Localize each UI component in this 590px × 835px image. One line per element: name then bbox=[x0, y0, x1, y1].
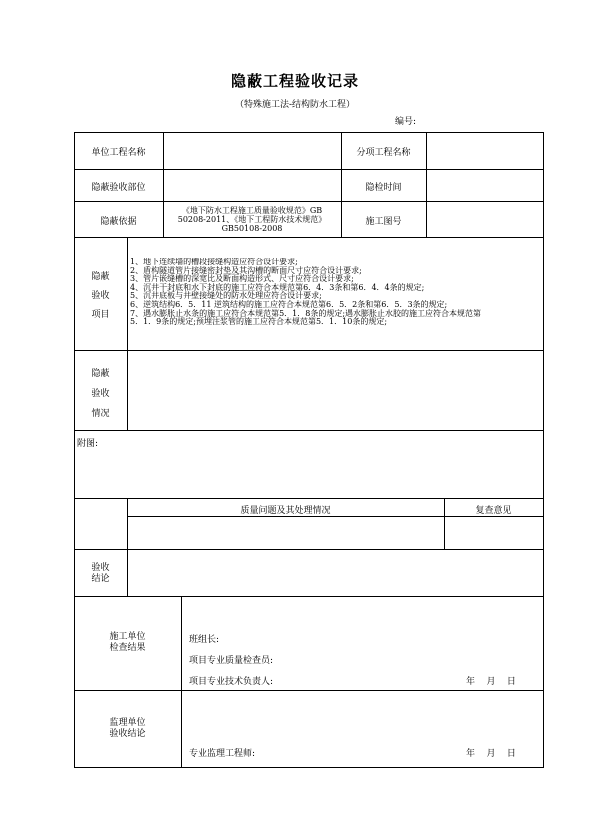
record-number-label: 编号: bbox=[395, 117, 417, 127]
sub-project-label bbox=[341, 145, 426, 158]
attachment-label: 附图: bbox=[77, 439, 99, 449]
conclusion-label-1: 验收 bbox=[91, 563, 110, 573]
items-label-2: 验收 bbox=[91, 291, 110, 301]
items-label-1: 隐蔽 bbox=[91, 272, 110, 282]
quality-inspector-label: 项目专业质量检查员: bbox=[189, 656, 274, 666]
list-item: 3、管片嵌缝槽的深宽比及断面构造形式、尺寸应符合设计要求; bbox=[130, 274, 354, 284]
review-header: 复查意见 bbox=[475, 506, 512, 516]
basis-label bbox=[74, 214, 163, 227]
list-item: 1、地下连续墙的槽段接缝构造应符合设计要求; bbox=[130, 258, 298, 266]
sub-project-label-text: 分项工程名称 bbox=[356, 148, 411, 158]
basis-line-2: 50208-2011、《地下工程防水技术规范》 bbox=[177, 215, 327, 224]
status-label-3: 情况 bbox=[91, 409, 110, 419]
list-item: 5．1．9条的规定;预埋注浆管的施工应符合本规范第5．1．10条的规定; bbox=[130, 317, 388, 327]
basis-line-1: 《地下防水工程施工质量验收规范》GB bbox=[181, 206, 323, 215]
basis-label-text: 隐蔽依据 bbox=[100, 217, 137, 227]
construction-unit-label-2: 检查结果 bbox=[109, 643, 146, 653]
basis-text bbox=[163, 206, 341, 233]
conclusion-label bbox=[74, 563, 127, 585]
page-title: 隐蔽工程验收记录 bbox=[230, 72, 359, 90]
list-item: 6、逆筑结构6．5．11 逆筑结构的施工应符合本规范第6．5．2条和第6．5．3条的规定; bbox=[130, 299, 448, 309]
supervision-unit-label-2: 验收结论 bbox=[109, 729, 146, 739]
status-label bbox=[74, 364, 127, 424]
supervision-unit-label-1: 监理单位 bbox=[109, 718, 146, 728]
list-item: 5、沉井底板与井壁接缝处的防水处理应符合设计要求; bbox=[130, 291, 322, 301]
construction-date: 年 月 日 bbox=[466, 677, 516, 687]
items-label-3: 项目 bbox=[91, 310, 110, 320]
items-list bbox=[130, 258, 542, 327]
hidden-part-label-text: 隐蔽验收部位 bbox=[91, 183, 146, 193]
list-item: 2、盾构隧道管片接缝密封垫及其沟槽的断面尺寸应符合设计要求; bbox=[130, 265, 362, 275]
hidden-part-label bbox=[74, 180, 163, 193]
team-leader-label: 班组长: bbox=[189, 635, 220, 645]
basis-line-3: GB50108-2008 bbox=[221, 224, 283, 233]
quality-issues-header: 质量问题及其处理情况 bbox=[240, 506, 331, 516]
construction-unit-label-1: 施工单位 bbox=[109, 632, 146, 642]
conclusion-label-2: 结论 bbox=[91, 574, 110, 584]
status-label-1: 隐蔽 bbox=[91, 369, 110, 379]
list-item: 4、沉井干封底和水下封底的施工应符合本规范第6．4．3条和第6．4．4条的规定; bbox=[130, 282, 425, 292]
hidden-time-label bbox=[341, 180, 426, 193]
unit-project-label bbox=[74, 145, 163, 158]
status-label-2: 验收 bbox=[91, 389, 110, 399]
drawing-no-label-text: 施工图号 bbox=[365, 217, 402, 227]
unit-project-label-text: 单位工程名称 bbox=[91, 148, 146, 158]
supervision-date: 年 月 日 bbox=[466, 749, 516, 759]
supervisor-label: 专业监理工程师: bbox=[189, 749, 256, 759]
page-subtitle: （特殊施工法-结构防水工程） bbox=[234, 100, 356, 110]
construction-unit-label bbox=[74, 632, 181, 654]
items-label bbox=[74, 268, 127, 325]
supervision-unit-label bbox=[74, 718, 181, 740]
drawing-no-label bbox=[341, 214, 426, 227]
list-item: 7、遇水膨胀止水条的施工应符合本规范第5．1．8条的规定;遇水膨胀止水胶的施工应符合本规范第 bbox=[130, 308, 482, 318]
tech-lead-label: 项目专业技术负责人: bbox=[189, 677, 274, 687]
hidden-time-label-text: 隐检时间 bbox=[365, 183, 402, 193]
